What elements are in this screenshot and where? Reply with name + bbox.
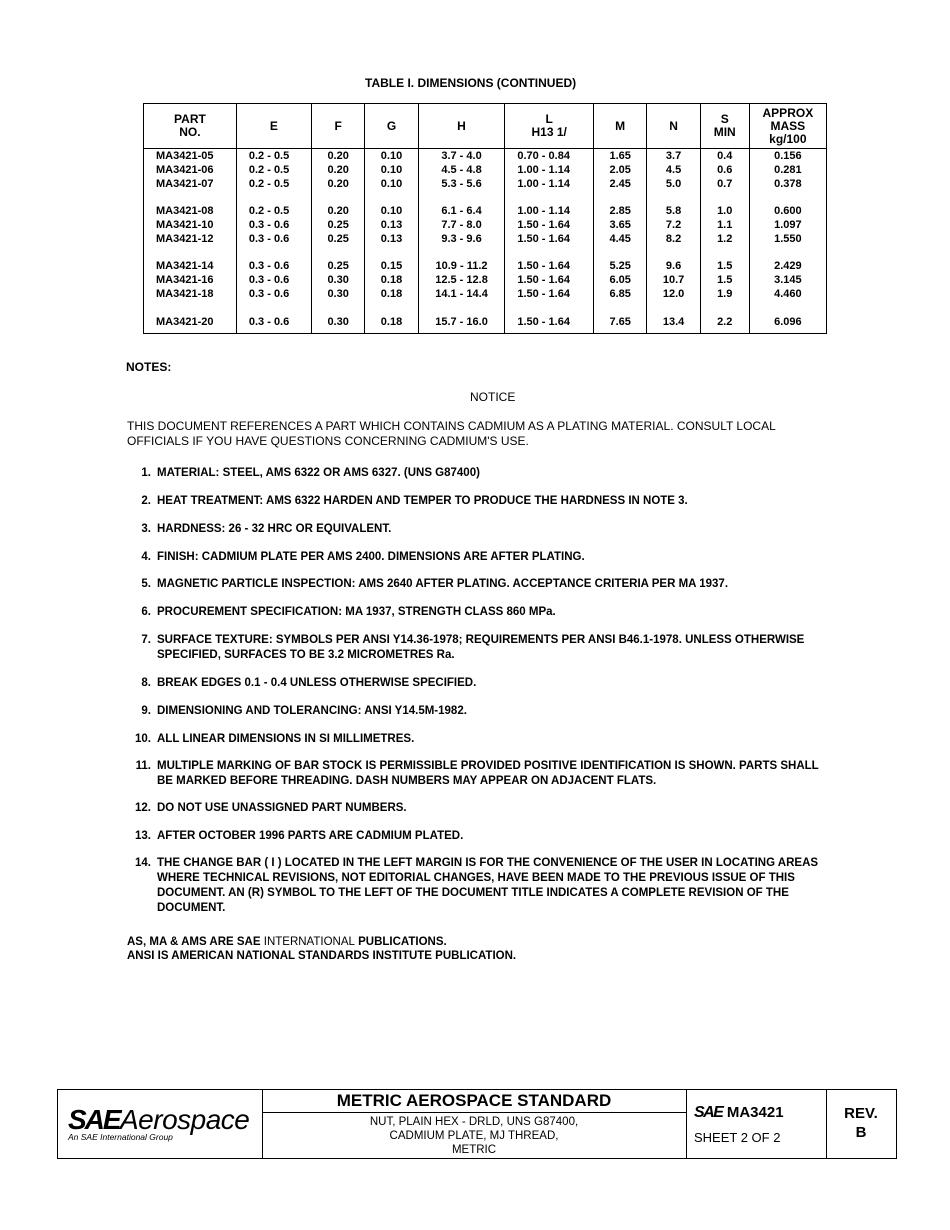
- table-cell: 0.2 - 0.5: [236, 149, 311, 164]
- table-row: [144, 218, 827, 232]
- table-cell: 1.2: [700, 232, 749, 246]
- note-text: BREAK EDGES 0.1 - 0.4 UNLESS OTHERWISE SPECIFIED.: [157, 677, 477, 689]
- note-number: 13.: [135, 830, 151, 842]
- table-row: [144, 163, 827, 177]
- note-text: SURFACE TEXTURE: SYMBOLS PER ANSI Y14.36-1978; REQUIREMENTS PER ANSI B46.1-1978. UNLESS OTHERWISE SPECIFIED, SURFACES TO BE 3.2 MICROMETRES Ra.: [157, 634, 805, 661]
- table-cell: 1.00 - 1.14: [505, 204, 594, 218]
- table-cell: 0.3 - 0.6: [236, 218, 311, 232]
- table-cell: 1.50 - 1.64: [505, 287, 594, 301]
- table-cell: 9.3 - 9.6: [418, 232, 505, 246]
- table-cell: 1.50 - 1.64: [505, 232, 594, 246]
- note-text: MAGNETIC PARTICLE INSPECTION: AMS 2640 AFTER PLATING. ACCEPTANCE CRITERIA PER MA 1937.: [157, 578, 729, 590]
- note-text: MATERIAL: STEEL, AMS 6322 OR AMS 6327. (UNS G87400): [157, 467, 480, 479]
- table-cell: 0.25: [311, 218, 364, 232]
- note-number: 11.: [135, 760, 151, 772]
- table-row: [144, 314, 827, 334]
- note-number: 12.: [135, 802, 151, 814]
- table-row: [144, 232, 827, 246]
- table-cell: 3.65: [594, 218, 647, 232]
- table-cell: 10.7: [647, 273, 700, 287]
- revision-value: B: [855, 1124, 867, 1141]
- note-number: 9.: [141, 705, 151, 717]
- table-cell: 2.05: [594, 163, 647, 177]
- table-cell: 1.00 - 1.14: [505, 177, 594, 191]
- table-cell: MA3421-05: [144, 149, 237, 164]
- table-cell: 4.460: [749, 287, 826, 301]
- revision-label: REV.: [844, 1105, 878, 1122]
- note-number: 14.: [135, 857, 151, 869]
- table-cell: 0.281: [749, 163, 826, 177]
- table-cell: MA3421-16: [144, 273, 237, 287]
- table-cell: 14.1 - 14.4: [418, 287, 505, 301]
- table-cell: 13.4: [647, 314, 700, 334]
- table-cell: 4.5: [647, 163, 700, 177]
- table-cell: 0.20: [311, 177, 364, 191]
- table-cell: 2.85: [594, 204, 647, 218]
- table-group-spacer: [144, 191, 827, 204]
- table-cell: 5.25: [594, 259, 647, 273]
- table-cell: 0.30: [311, 273, 364, 287]
- part-description: NUT, PLAIN HEX - DRLD, UNS G87400, CADMIUM PLATE, MJ THREAD, METRIC: [369, 1116, 579, 1156]
- note-number: 4.: [141, 551, 151, 563]
- note-number: 2.: [141, 495, 151, 507]
- table-group-spacer: [144, 246, 827, 259]
- standard-title: METRIC AEROSPACE STANDARD: [262, 1090, 686, 1113]
- table-cell: 0.2 - 0.5: [236, 177, 311, 191]
- header-h: H: [418, 104, 505, 149]
- note-number: 10.: [135, 733, 151, 745]
- table-cell: 0.20: [311, 149, 364, 164]
- table-cell: 0.2 - 0.5: [236, 204, 311, 218]
- note-text: AFTER OCTOBER 1996 PARTS ARE CADMIUM PLATED.: [157, 830, 464, 842]
- table-cell: 0.600: [749, 204, 826, 218]
- note-number: 8.: [141, 677, 151, 689]
- note-number: 5.: [141, 578, 151, 590]
- table-cell: 4.5 - 4.8: [418, 163, 505, 177]
- note-text: DO NOT USE UNASSIGNED PART NUMBERS.: [157, 802, 407, 814]
- table-header-row: [144, 104, 827, 149]
- note-text: PROCUREMENT SPECIFICATION: MA 1937, STRENGTH CLASS 860 MPa.: [157, 606, 556, 618]
- table-cell: 5.3 - 5.6: [418, 177, 505, 191]
- header-e: E: [236, 104, 311, 149]
- logo-aerospace-text: Aerospace: [120, 1104, 250, 1135]
- table-cell: 0.3 - 0.6: [236, 314, 311, 334]
- note-text: ALL LINEAR DIMENSIONS IN SI MILLIMETRES.: [157, 733, 415, 745]
- table-cell: 0.10: [365, 149, 418, 164]
- note-number: 6.: [141, 606, 151, 618]
- logo-sae-text: SAE: [68, 1104, 120, 1135]
- table-cell: 0.18: [365, 273, 418, 287]
- table-cell: MA3421-12: [144, 232, 237, 246]
- table-cell: MA3421-14: [144, 259, 237, 273]
- document-title-cell: [262, 1090, 687, 1158]
- table-cell: 2.429: [749, 259, 826, 273]
- table-cell: 6.05: [594, 273, 647, 287]
- table-title: TABLE I. DIMENSIONS (CONTINUED): [365, 76, 577, 90]
- table-cell: 1.1: [700, 218, 749, 232]
- table-cell: 3.7 - 4.0: [418, 149, 505, 164]
- table-cell: 1.00 - 1.14: [505, 163, 594, 177]
- table-cell: 5.0: [647, 177, 700, 191]
- table-cell: 1.097: [749, 218, 826, 232]
- table-cell: MA3421-07: [144, 177, 237, 191]
- table-cell: 3.7: [647, 149, 700, 164]
- table-cell: 0.10: [365, 177, 418, 191]
- note-number: 7.: [141, 634, 151, 646]
- table-row: [144, 259, 827, 273]
- publications-statement: [127, 935, 516, 963]
- table-cell: 1.5: [700, 259, 749, 273]
- table-row: [144, 149, 827, 164]
- sheet-number: SHEET 2 OF 2: [694, 1130, 781, 1145]
- header-n: N: [647, 104, 700, 149]
- note-text: HARDNESS: 26 - 32 HRC OR EQUIVALENT.: [157, 523, 392, 535]
- table-cell: 0.30: [311, 287, 364, 301]
- table-cell: 9.6: [647, 259, 700, 273]
- table-cell: 12.0: [647, 287, 700, 301]
- table-cell: 0.3 - 0.6: [236, 287, 311, 301]
- table-cell: 0.13: [365, 218, 418, 232]
- notice-title: NOTICE: [470, 390, 516, 404]
- table-cell: 0.30: [311, 314, 364, 334]
- revision-cell: [826, 1090, 896, 1158]
- table-cell: 7.7 - 8.0: [418, 218, 505, 232]
- table-cell: 1.50 - 1.64: [505, 218, 594, 232]
- table-cell: 0.4: [700, 149, 749, 164]
- table-cell: 0.156: [749, 149, 826, 164]
- sae-aerospace-logo: [58, 1090, 263, 1158]
- table-cell: MA3421-10: [144, 218, 237, 232]
- table-cell: MA3421-20: [144, 314, 237, 334]
- note-text: HEAT TREATMENT: AMS 6322 HARDEN AND TEMPER TO PRODUCE THE HARDNESS IN NOTE 3.: [157, 495, 688, 507]
- logo-subtitle: An SAE International Group: [68, 1132, 173, 1142]
- table-cell: 6.85: [594, 287, 647, 301]
- header-m: M: [594, 104, 647, 149]
- table-cell: 6.1 - 6.4: [418, 204, 505, 218]
- table-cell: 1.65: [594, 149, 647, 164]
- header-f: F: [311, 104, 364, 149]
- table-cell: 5.8: [647, 204, 700, 218]
- table-cell: 0.25: [311, 232, 364, 246]
- table-cell: 7.65: [594, 314, 647, 334]
- note-text: THE CHANGE BAR ( I ) LOCATED IN THE LEFT MARGIN IS FOR THE CONVENIENCE OF THE USER IN LOCATING AREAS WHERE TECHNICAL REVISIONS, NOT EDITORIAL CHANGES, HAVE BEEN MADE TO THE PREVIOUS ISSUE OF THIS DOCUMENT. AN (R) SYMBOL TO THE LEFT OF THE DOCUMENT TITLE INDICATES A COMPLETE REVISION OF THE DOCUMENT.: [157, 857, 819, 914]
- table-body: [144, 149, 827, 334]
- table-cell: 12.5 - 12.8: [418, 273, 505, 287]
- table-cell: 15.7 - 16.0: [418, 314, 505, 334]
- table-cell: 10.9 - 11.2: [418, 259, 505, 273]
- table-cell: 3.145: [749, 273, 826, 287]
- table-cell: MA3421-08: [144, 204, 237, 218]
- table-cell: 7.2: [647, 218, 700, 232]
- table-cell: 0.10: [365, 204, 418, 218]
- standard-number: MA3421: [726, 1104, 784, 1121]
- table-cell: 0.20: [311, 163, 364, 177]
- table-cell: 0.18: [365, 314, 418, 334]
- table-cell: 4.45: [594, 232, 647, 246]
- table-cell: MA3421-06: [144, 163, 237, 177]
- table-cell: 0.18: [365, 287, 418, 301]
- note-text: MULTIPLE MARKING OF BAR STOCK IS PERMISSIBLE PROVIDED POSITIVE IDENTIFICATION IS SHOWN. PARTS SHALL BE MARKED BEFORE THREADING. DASH NUMBERS MAY APPEAR ON ADJACENT FLATS.: [157, 760, 819, 787]
- notes-heading: NOTES:: [126, 360, 172, 374]
- header-approx-mass: APPROX MASS kg/100: [749, 104, 826, 149]
- dimensions-table: [143, 103, 827, 334]
- table-row: [144, 287, 827, 301]
- table-cell: 1.5: [700, 273, 749, 287]
- table-cell: 0.15: [365, 259, 418, 273]
- header-g: G: [365, 104, 418, 149]
- standard-number-cell: [686, 1090, 827, 1158]
- table-cell: 0.2 - 0.5: [236, 163, 311, 177]
- table-cell: 1.50 - 1.64: [505, 314, 594, 334]
- table-cell: 1.0: [700, 204, 749, 218]
- table-cell: 0.20: [311, 204, 364, 218]
- table-cell: 1.9: [700, 287, 749, 301]
- header-l: L H13 1/: [505, 104, 594, 149]
- note-text: DIMENSIONING AND TOLERANCING: ANSI Y14.5M-1982.: [157, 705, 467, 717]
- table-cell: 1.550: [749, 232, 826, 246]
- publications-line-2: ANSI IS AMERICAN NATIONAL STANDARDS INSTITUTE PUBLICATION.: [127, 950, 517, 962]
- note-number: 3.: [141, 523, 151, 535]
- notice-text: THIS DOCUMENT REFERENCES A PART WHICH CONTAINS CADMIUM AS A PLATING MATERIAL. CONSULT LOCAL OFFICIALS IF YOU HAVE QUESTIONS CONCERNING CADMIUM'S USE.: [127, 419, 776, 448]
- table-cell: 2.45: [594, 177, 647, 191]
- table-cell: 0.13: [365, 232, 418, 246]
- table-cell: 0.3 - 0.6: [236, 259, 311, 273]
- table-cell: 0.25: [311, 259, 364, 273]
- table-cell: 6.096: [749, 314, 826, 334]
- table-cell: 1.50 - 1.64: [505, 259, 594, 273]
- table-cell: 8.2: [647, 232, 700, 246]
- table-cell: 0.378: [749, 177, 826, 191]
- table-cell: 1.50 - 1.64: [505, 273, 594, 287]
- table-cell: 2.2: [700, 314, 749, 334]
- header-part-no: PART NO.: [144, 104, 237, 149]
- table-row: [144, 204, 827, 218]
- note-text: FINISH: CADMIUM PLATE PER AMS 2400. DIMENSIONS ARE AFTER PLATING.: [157, 551, 585, 563]
- table-cell: MA3421-18: [144, 287, 237, 301]
- table-cell: 0.7: [700, 177, 749, 191]
- table-cell: 0.6: [700, 163, 749, 177]
- title-block: [57, 1089, 897, 1159]
- header-s-min: S MIN: [700, 104, 749, 149]
- table-group-spacer: [144, 301, 827, 314]
- table-cell: 0.10: [365, 163, 418, 177]
- table-cell: 0.3 - 0.6: [236, 232, 311, 246]
- sae-mark: SAE: [694, 1104, 723, 1121]
- publications-line-1: AS, MA & AMS ARE SAE INTERNATIONAL PUBLICATIONS.: [127, 936, 447, 948]
- table-row: [144, 273, 827, 287]
- table-row: [144, 177, 827, 191]
- note-number: 1.: [141, 467, 151, 479]
- table-cell: 0.70 - 0.84: [505, 149, 594, 164]
- table-cell: 0.3 - 0.6: [236, 273, 311, 287]
